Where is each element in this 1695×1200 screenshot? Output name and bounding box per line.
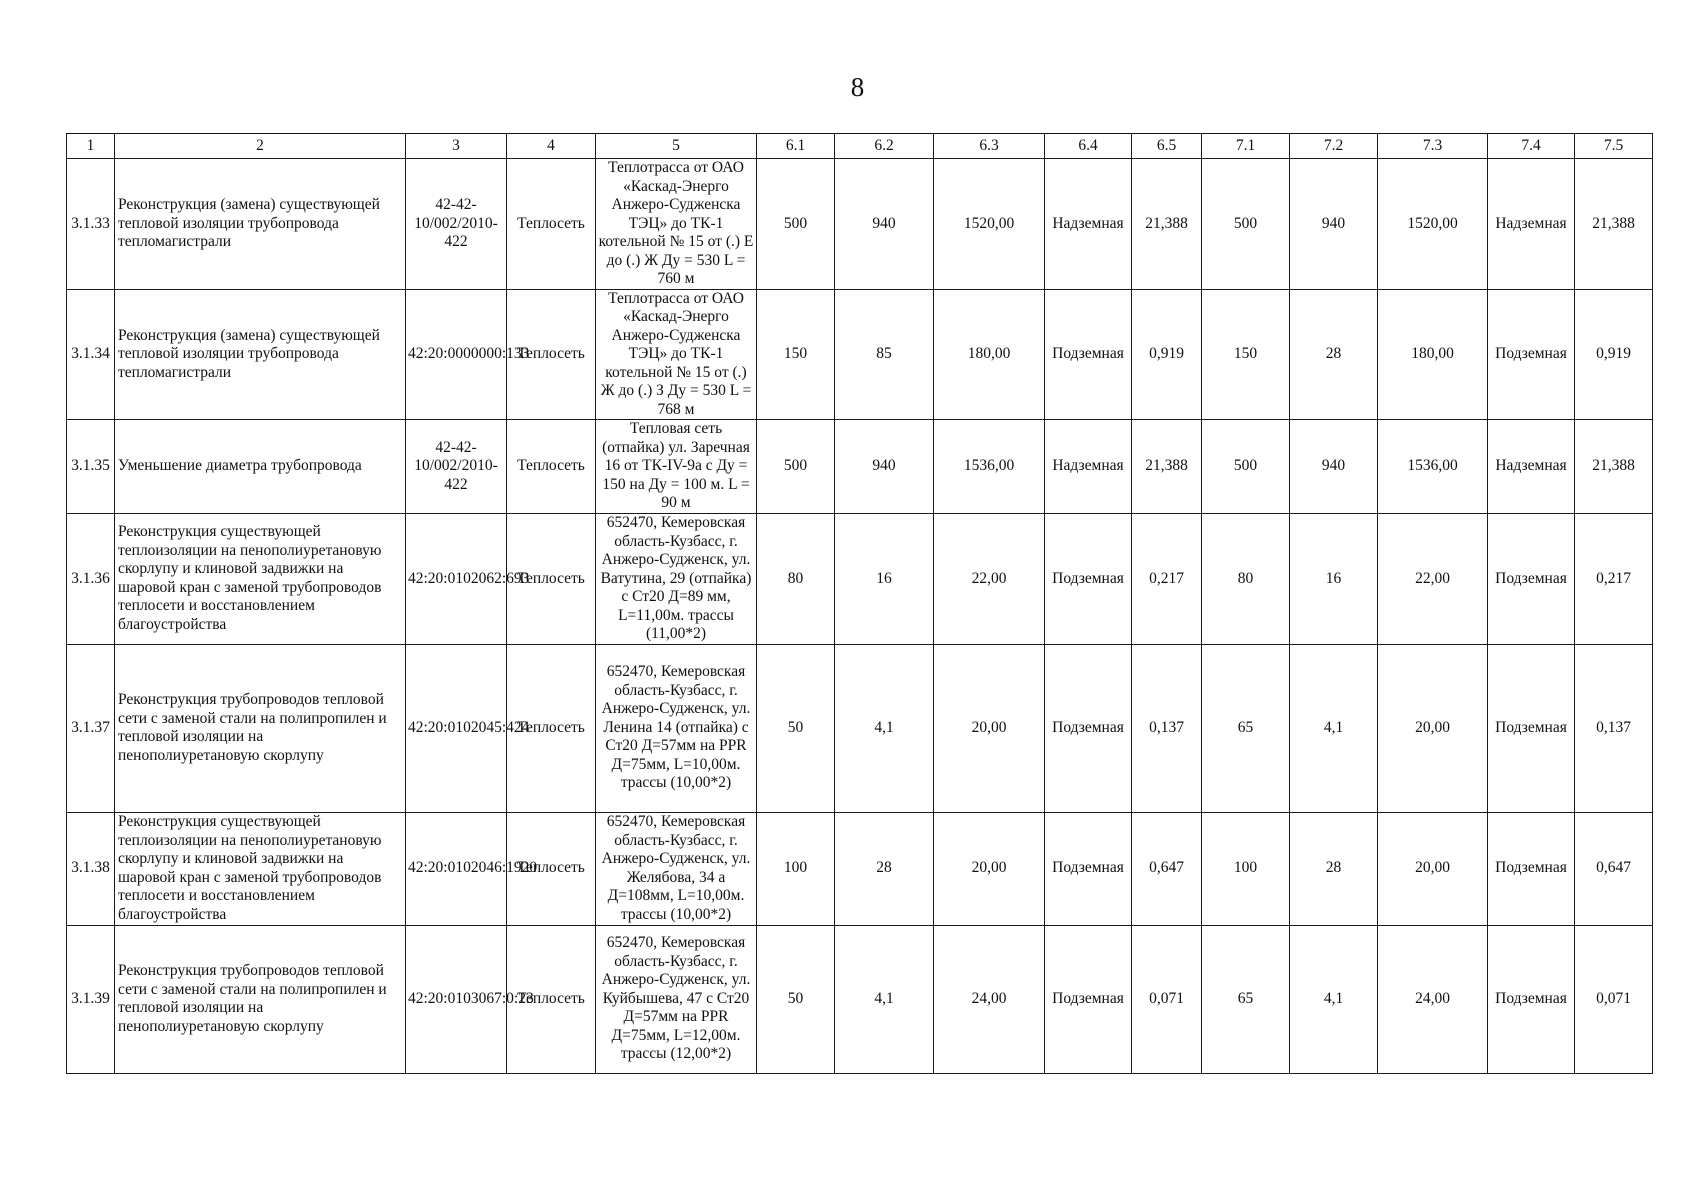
value-6-2-cell: 4,1 [835, 644, 934, 812]
value-7-3-cell: 20,00 [1378, 644, 1488, 812]
row-number-cell: 3.1.38 [67, 812, 115, 925]
cadastral-number-cell: 42:20:0102062:693 [406, 514, 507, 645]
laying-type-6-4-cell: Подземная [1045, 812, 1132, 925]
value-6-1-cell: 150 [757, 289, 835, 420]
col-7-2-header: 7.2 [1290, 134, 1378, 159]
row-number-cell: 3.1.34 [67, 289, 115, 420]
table-row [67, 420, 1653, 514]
table-header-row [67, 134, 1653, 159]
location-description-cell: Тепловая сеть (отпайка) ул. Заречная 16 от ТК-IV-9а с Ду = 150 на Ду = 100 м. L = 90 м [596, 420, 757, 514]
work-description-cell: Реконструкция (замена) существующей тепловой изоляции трубопровода тепломагистрали [115, 289, 406, 420]
laying-type-7-4-cell: Подземная [1488, 514, 1575, 645]
col-5-header: 5 [596, 134, 757, 159]
col-6-4-header: 6.4 [1045, 134, 1132, 159]
value-7-2-cell: 4,1 [1290, 925, 1378, 1073]
value-7-5-cell: 0,071 [1575, 925, 1653, 1073]
col-2-header: 2 [115, 134, 406, 159]
value-7-3-cell: 22,00 [1378, 514, 1488, 645]
value-6-3-cell: 20,00 [934, 812, 1045, 925]
value-7-1-cell: 65 [1202, 644, 1290, 812]
col-6-1-header: 6.1 [757, 134, 835, 159]
value-6-1-cell: 100 [757, 812, 835, 925]
value-7-5-cell: 21,388 [1575, 159, 1653, 290]
work-description-cell: Реконструкция трубопроводов тепловой сети с заменой стали на полипропилен и тепловой изоляции на пенополиуретановую скорлупу [115, 925, 406, 1073]
value-6-2-cell: 940 [835, 159, 934, 290]
cadastral-number-cell: 42:20:0103067:0:23 [406, 925, 507, 1073]
laying-type-7-4-cell: Подземная [1488, 289, 1575, 420]
cadastral-number-cell: 42-42-10/002/2010-422 [406, 159, 507, 290]
work-description-cell: Реконструкция существующей теплоизоляции на пенополиуретановую скорлупу и клиновой задвижки на шаровой кран с заменой трубопроводов теплосети и восстановлением благоустройства [115, 514, 406, 645]
value-7-2-cell: 16 [1290, 514, 1378, 645]
laying-type-7-4-cell: Подземная [1488, 812, 1575, 925]
value-7-3-cell: 20,00 [1378, 812, 1488, 925]
laying-type-6-4-cell: Надземная [1045, 159, 1132, 290]
value-7-1-cell: 80 [1202, 514, 1290, 645]
value-7-3-cell: 180,00 [1378, 289, 1488, 420]
location-description-cell: 652470, Кемеровская область-Кузбасс, г. Анжеро-Судженск, ул. Желябова, 34 а Д=108мм, L=10,00м. трассы (10,00*2) [596, 812, 757, 925]
value-6-1-cell: 50 [757, 644, 835, 812]
value-7-3-cell: 24,00 [1378, 925, 1488, 1073]
cadastral-number-cell: 42:20:0102046:1920 [406, 812, 507, 925]
laying-type-7-4-cell: Подземная [1488, 644, 1575, 812]
col-1-header: 1 [67, 134, 115, 159]
value-6-5-cell: 0,919 [1132, 289, 1202, 420]
value-6-3-cell: 22,00 [934, 514, 1045, 645]
location-description-cell: 652470, Кемеровская область-Кузбасс, г. Анжеро-Судженск, ул. Куйбышева, 47 с Ст20 Д=57мм на PPR Д=75мм, L=12,00м. трассы (12,00*2) [596, 925, 757, 1073]
row-number-cell: 3.1.35 [67, 420, 115, 514]
page-number: 8 [850, 72, 865, 102]
col-7-4-header: 7.4 [1488, 134, 1575, 159]
work-description-cell: Реконструкция (замена) существующей тепловой изоляции трубопровода тепломагистрали [115, 159, 406, 290]
value-6-3-cell: 180,00 [934, 289, 1045, 420]
value-6-1-cell: 80 [757, 514, 835, 645]
value-7-2-cell: 940 [1290, 420, 1378, 514]
laying-type-6-4-cell: Подземная [1045, 644, 1132, 812]
location-description-cell: 652470, Кемеровская область-Кузбасс, г. Анжеро-Судженск, ул. Ленина 14 (отпайка) с Ст20 Д=57мм на PPR Д=75мм, L=10,00м. трассы (10,00*2) [596, 644, 757, 812]
value-7-1-cell: 150 [1202, 289, 1290, 420]
object-type-cell: Теплосеть [507, 514, 596, 645]
work-description-cell: Реконструкция трубопроводов тепловой сети с заменой стали на полипропилен и тепловой изоляции на пенополиуретановую скорлупу [115, 644, 406, 812]
value-6-2-cell: 85 [835, 289, 934, 420]
value-6-5-cell: 0,071 [1132, 925, 1202, 1073]
col-7-3-header: 7.3 [1378, 134, 1488, 159]
laying-type-6-4-cell: Подземная [1045, 925, 1132, 1073]
value-6-2-cell: 28 [835, 812, 934, 925]
value-6-3-cell: 1520,00 [934, 159, 1045, 290]
value-6-1-cell: 50 [757, 925, 835, 1073]
object-type-cell: Теплосеть [507, 925, 596, 1073]
cadastral-number-cell: 42-42-10/002/2010-422 [406, 420, 507, 514]
table-row [67, 644, 1653, 812]
value-7-5-cell: 21,388 [1575, 420, 1653, 514]
value-6-5-cell: 21,388 [1132, 420, 1202, 514]
laying-type-6-4-cell: Надземная [1045, 420, 1132, 514]
value-6-3-cell: 1536,00 [934, 420, 1045, 514]
col-6-2-header: 6.2 [835, 134, 934, 159]
laying-type-6-4-cell: Подземная [1045, 289, 1132, 420]
col-3-header: 3 [406, 134, 507, 159]
value-7-1-cell: 65 [1202, 925, 1290, 1073]
object-type-cell: Теплосеть [507, 644, 596, 812]
col-4-header: 4 [507, 134, 596, 159]
object-type-cell: Теплосеть [507, 812, 596, 925]
value-7-2-cell: 940 [1290, 159, 1378, 290]
table-row [67, 925, 1653, 1073]
row-number-cell: 3.1.36 [67, 514, 115, 645]
value-7-2-cell: 28 [1290, 289, 1378, 420]
value-7-5-cell: 0,137 [1575, 644, 1653, 812]
work-description-cell: Реконструкция существующей теплоизоляции на пенополиуретановую скорлупу и клиновой задвижки на шаровой кран с заменой трубопроводов теплосети и восстановлением благоустройства [115, 812, 406, 925]
object-type-cell: Теплосеть [507, 420, 596, 514]
value-6-2-cell: 4,1 [835, 925, 934, 1073]
value-6-2-cell: 16 [835, 514, 934, 645]
value-6-3-cell: 20,00 [934, 644, 1045, 812]
row-number-cell: 3.1.33 [67, 159, 115, 290]
col-6-3-header: 6.3 [934, 134, 1045, 159]
value-7-5-cell: 0,647 [1575, 812, 1653, 925]
table-row [67, 289, 1653, 420]
value-7-2-cell: 28 [1290, 812, 1378, 925]
data-table [66, 133, 1653, 1074]
row-number-cell: 3.1.37 [67, 644, 115, 812]
value-7-5-cell: 0,217 [1575, 514, 1653, 645]
table-row [67, 159, 1653, 290]
location-description-cell: 652470, Кемеровская область-Кузбасс, г. Анжеро-Судженск, ул. Ватутина, 29 (отпайка) с Ст20 Д=89 мм, L=11,00м. трассы (11,00*2) [596, 514, 757, 645]
cadastral-number-cell: 42:20:0102045:424 [406, 644, 507, 812]
laying-type-7-4-cell: Подземная [1488, 925, 1575, 1073]
value-6-5-cell: 0,217 [1132, 514, 1202, 645]
object-type-cell: Теплосеть [507, 289, 596, 420]
value-7-1-cell: 500 [1202, 159, 1290, 290]
location-description-cell: Теплотрасса от ОАО «Каскад-Энерго Анжеро-Судженска ТЭЦ» до ТК-1 котельной № 15 от (.) Е до (.) Ж Ду = 530 L = 760 м [596, 159, 757, 290]
value-6-3-cell: 24,00 [934, 925, 1045, 1073]
value-7-1-cell: 500 [1202, 420, 1290, 514]
value-6-1-cell: 500 [757, 420, 835, 514]
col-7-5-header: 7.5 [1575, 134, 1653, 159]
cadastral-number-cell: 42:20:0000000:133 [406, 289, 507, 420]
value-7-5-cell: 0,919 [1575, 289, 1653, 420]
col-7-1-header: 7.1 [1202, 134, 1290, 159]
laying-type-6-4-cell: Подземная [1045, 514, 1132, 645]
laying-type-7-4-cell: Надземная [1488, 159, 1575, 290]
row-number-cell: 3.1.39 [67, 925, 115, 1073]
work-description-cell: Уменьшение диаметра трубопровода [115, 420, 406, 514]
laying-type-7-4-cell: Надземная [1488, 420, 1575, 514]
value-7-3-cell: 1536,00 [1378, 420, 1488, 514]
value-6-1-cell: 500 [757, 159, 835, 290]
table-row [67, 812, 1653, 925]
value-6-5-cell: 0,647 [1132, 812, 1202, 925]
value-7-1-cell: 100 [1202, 812, 1290, 925]
location-description-cell: Теплотрасса от ОАО «Каскад-Энерго Анжеро-Судженска ТЭЦ» до ТК-1 котельной № 15 от (.) Ж до (.) З Ду = 530 L = 768 м [596, 289, 757, 420]
value-7-2-cell: 4,1 [1290, 644, 1378, 812]
value-6-5-cell: 21,388 [1132, 159, 1202, 290]
object-type-cell: Теплосеть [507, 159, 596, 290]
table-row [67, 514, 1653, 645]
value-6-5-cell: 0,137 [1132, 644, 1202, 812]
value-7-3-cell: 1520,00 [1378, 159, 1488, 290]
value-6-2-cell: 940 [835, 420, 934, 514]
col-6-5-header: 6.5 [1132, 134, 1202, 159]
